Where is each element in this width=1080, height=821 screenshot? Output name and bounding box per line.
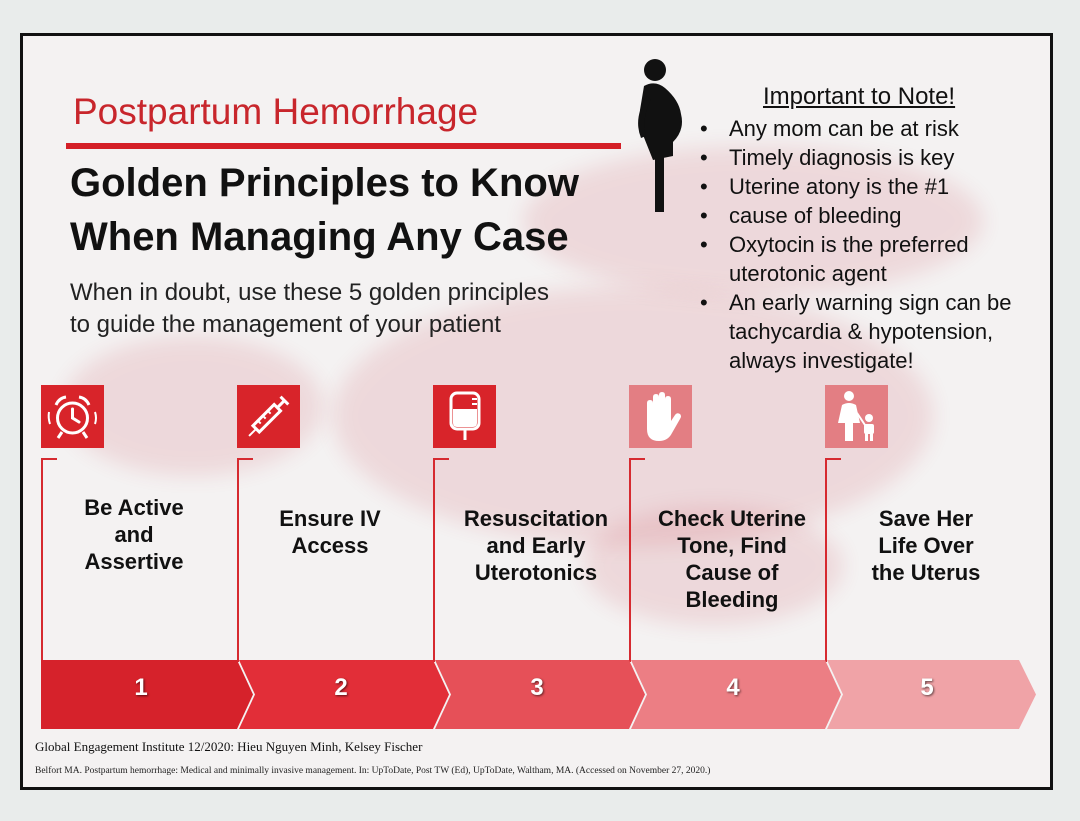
bullet-dot: •	[700, 116, 708, 141]
step-number-4: 4	[726, 674, 740, 701]
principle-icon-4	[629, 385, 692, 448]
principle-line: the Uterus	[871, 560, 981, 585]
note-line: tachycardia & hypotension,	[729, 319, 994, 344]
note-list	[693, 114, 1053, 375]
subtitle	[70, 277, 549, 341]
subtitle-line: When in doubt, use these 5 golden principles	[70, 279, 549, 306]
note-line: uterotonic agent	[729, 261, 887, 286]
bullet-dot: •	[700, 232, 708, 257]
note-line: Uterine atony is the #1	[729, 174, 950, 199]
alarm-clock-icon	[41, 385, 104, 448]
step-number-3: 3	[530, 674, 544, 701]
note-line: Any mom can be at risk	[729, 116, 959, 141]
principle-line: Save Her	[878, 506, 974, 531]
note-item	[693, 114, 1053, 143]
principle-line: Be Active	[84, 495, 184, 520]
principle-icon-1	[41, 385, 104, 448]
title-underline	[66, 143, 621, 149]
infographic-frame	[20, 33, 1053, 790]
citation: Belfort MA. Postpartum hemorrhage: Medical and minimally invasive management. In: UpToDate, Post TW (Ed), UpToDate, Waltham, MA. (Accessed on November 27, 2020.)	[35, 766, 711, 776]
note-line: An early warning sign can be	[729, 290, 1012, 315]
step-number-5: 5	[920, 674, 934, 701]
mother-child-icon	[825, 385, 888, 448]
principle-line: Resuscitation	[463, 506, 609, 531]
note-line: cause of bleeding	[729, 203, 902, 228]
principle-line: Cause of	[685, 560, 779, 585]
bullet-dot: •	[700, 203, 708, 228]
principle-line: and	[114, 522, 154, 547]
principle-icon-2	[237, 385, 300, 448]
pregnant-woman-icon	[619, 56, 683, 216]
principle-line: Uterotonics	[474, 560, 598, 585]
iv-bag-icon	[433, 385, 496, 448]
subtitle-line: to guide the management of your patient	[70, 311, 501, 338]
credit-line: Global Engagement Institute 12/2020: Hieu Nguyen Minh, Kelsey Fischer	[35, 739, 423, 754]
hand-icon	[629, 385, 692, 448]
note-line: Timely diagnosis is key	[729, 145, 955, 170]
principle-icon-3	[433, 385, 496, 448]
principle-label-1	[39, 494, 229, 575]
syringe-icon	[237, 385, 300, 448]
note-item	[693, 143, 1053, 172]
principle-line: Life Over	[878, 533, 974, 558]
principle-line: Ensure IV	[279, 506, 381, 531]
principle-line: Assertive	[84, 549, 184, 574]
note-item	[693, 230, 1053, 288]
step-number-1: 1	[134, 674, 148, 701]
principle-label-3	[441, 505, 631, 586]
note-item	[693, 172, 1053, 201]
principle-label-2	[235, 505, 425, 559]
principle-icon-5	[825, 385, 888, 448]
note-line: Oxytocin is the preferred	[729, 232, 969, 257]
principle-label-5	[831, 505, 1021, 586]
step-number-2: 2	[334, 674, 348, 701]
principle-line: Bleeding	[685, 587, 779, 612]
headline-line: When Managing Any Case	[70, 215, 569, 259]
principle-line: Tone, Find	[677, 533, 787, 558]
page-title: Postpartum Hemorrhage	[73, 91, 479, 132]
note-line: always investigate!	[729, 348, 914, 373]
principle-line: Check Uterine	[658, 506, 806, 531]
headline-line: Golden Principles to Know	[70, 161, 579, 205]
principle-bracket	[237, 458, 253, 662]
principle-line: and Early	[486, 533, 586, 558]
note-item	[693, 201, 1053, 230]
bullet-dot: •	[700, 174, 708, 199]
principle-line: Access	[291, 533, 369, 558]
principle-label-4	[637, 505, 827, 613]
bullet-dot: •	[700, 290, 708, 315]
bullet-dot: •	[700, 145, 708, 170]
headline	[70, 156, 579, 264]
note-heading: Important to Note!	[763, 83, 956, 110]
note-item	[693, 288, 1053, 375]
